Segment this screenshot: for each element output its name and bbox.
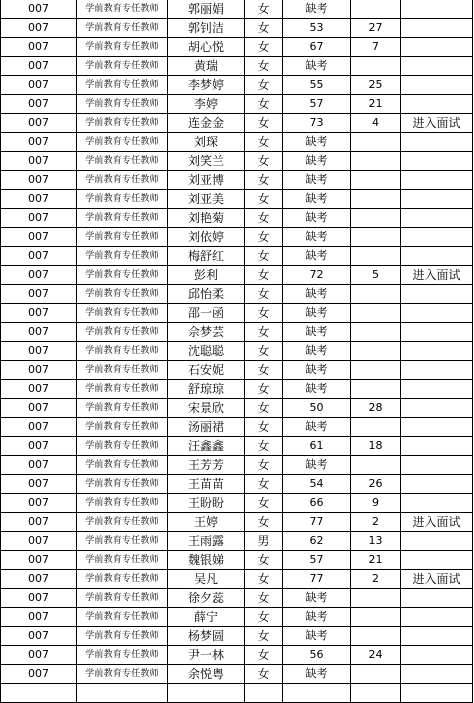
job-title-cell: 学前教育专任教师 bbox=[77, 342, 168, 361]
gender-cell: 女 bbox=[245, 133, 283, 152]
table-row bbox=[1, 513, 473, 532]
score-cell: 缺考 bbox=[283, 57, 351, 76]
rank-cell bbox=[351, 361, 401, 380]
remark-cell: 进入面试 bbox=[401, 114, 473, 133]
position-code-cell: 007 bbox=[1, 532, 77, 551]
score-cell: 缺考 bbox=[283, 589, 351, 608]
gender-cell: 女 bbox=[245, 38, 283, 57]
position-code-cell bbox=[1, 684, 77, 703]
table-row bbox=[1, 437, 473, 456]
job-title-cell: 学前教育专任教师 bbox=[77, 475, 168, 494]
rank-cell bbox=[351, 684, 401, 703]
table-row bbox=[1, 247, 473, 266]
gender-cell: 女 bbox=[245, 19, 283, 38]
score-cell bbox=[283, 684, 351, 703]
remark-cell: 进入面试 bbox=[401, 266, 473, 285]
position-code-cell: 007 bbox=[1, 627, 77, 646]
score-cell: 缺考 bbox=[283, 209, 351, 228]
job-title-cell: 学前教育专任教师 bbox=[77, 437, 168, 456]
job-title-cell: 学前教育专任教师 bbox=[77, 646, 168, 665]
rank-cell: 27 bbox=[351, 19, 401, 38]
score-cell: 缺考 bbox=[283, 133, 351, 152]
candidate-name-cell: 胡心悦 bbox=[168, 38, 245, 57]
job-title-cell: 学前教育专任教师 bbox=[77, 95, 168, 114]
job-title-cell: 学前教育专任教师 bbox=[77, 171, 168, 190]
gender-cell: 女 bbox=[245, 57, 283, 76]
candidate-name-cell: 王芳芳 bbox=[168, 456, 245, 475]
remark-cell bbox=[401, 152, 473, 171]
remark-cell bbox=[401, 38, 473, 57]
position-code-cell: 007 bbox=[1, 228, 77, 247]
gender-cell: 女 bbox=[245, 171, 283, 190]
remark-cell bbox=[401, 494, 473, 513]
position-code-cell: 007 bbox=[1, 38, 77, 57]
table-row bbox=[1, 646, 473, 665]
rank-cell: 13 bbox=[351, 532, 401, 551]
rank-cell: 4 bbox=[351, 114, 401, 133]
score-cell: 缺考 bbox=[283, 456, 351, 475]
gender-cell: 女 bbox=[245, 304, 283, 323]
score-cell: 77 bbox=[283, 570, 351, 589]
gender-cell: 女 bbox=[245, 456, 283, 475]
job-title-cell: 学前教育专任教师 bbox=[77, 266, 168, 285]
remark-cell bbox=[401, 418, 473, 437]
rank-cell: 25 bbox=[351, 76, 401, 95]
candidate-name-cell: 佘梦芸 bbox=[168, 323, 245, 342]
job-title-cell: 学前教育专任教师 bbox=[77, 589, 168, 608]
position-code-cell: 007 bbox=[1, 114, 77, 133]
rank-cell: 2 bbox=[351, 513, 401, 532]
remark-cell bbox=[401, 285, 473, 304]
position-code-cell: 007 bbox=[1, 513, 77, 532]
rank-cell: 26 bbox=[351, 475, 401, 494]
job-title-cell: 学前教育专任教师 bbox=[77, 380, 168, 399]
candidate-name-cell: 沈聪聪 bbox=[168, 342, 245, 361]
position-code-cell: 007 bbox=[1, 361, 77, 380]
remark-cell bbox=[401, 399, 473, 418]
table-row bbox=[1, 76, 473, 95]
gender-cell: 女 bbox=[245, 266, 283, 285]
candidate-name-cell: 刘艳菊 bbox=[168, 209, 245, 228]
position-code-cell: 007 bbox=[1, 95, 77, 114]
job-title-cell bbox=[77, 684, 168, 703]
score-cell: 缺考 bbox=[283, 285, 351, 304]
candidate-name-cell: 王婷 bbox=[168, 513, 245, 532]
score-cell: 缺考 bbox=[283, 152, 351, 171]
job-title-cell: 学前教育专任教师 bbox=[77, 209, 168, 228]
score-cell: 62 bbox=[283, 532, 351, 551]
job-title-cell: 学前教育专任教师 bbox=[77, 551, 168, 570]
score-cell: 缺考 bbox=[283, 342, 351, 361]
table-row bbox=[1, 456, 473, 475]
score-cell: 50 bbox=[283, 399, 351, 418]
job-title-cell: 学前教育专任教师 bbox=[77, 76, 168, 95]
candidate-name-cell: 王雨露 bbox=[168, 532, 245, 551]
remark-cell: 进入面试 bbox=[401, 513, 473, 532]
remark-cell bbox=[401, 608, 473, 627]
gender-cell: 女 bbox=[245, 627, 283, 646]
position-code-cell: 007 bbox=[1, 133, 77, 152]
score-cell: 缺考 bbox=[283, 323, 351, 342]
job-title-cell: 学前教育专任教师 bbox=[77, 570, 168, 589]
position-code-cell: 007 bbox=[1, 285, 77, 304]
table-row bbox=[1, 532, 473, 551]
job-title-cell: 学前教育专任教师 bbox=[77, 608, 168, 627]
gender-cell: 女 bbox=[245, 76, 283, 95]
rank-cell bbox=[351, 152, 401, 171]
rank-cell bbox=[351, 209, 401, 228]
table-row bbox=[1, 95, 473, 114]
candidate-name-cell: 李梦婷 bbox=[168, 76, 245, 95]
position-code-cell: 007 bbox=[1, 646, 77, 665]
candidate-name-cell: 魏银娣 bbox=[168, 551, 245, 570]
table-row bbox=[1, 342, 473, 361]
candidate-name-cell: 尹一林 bbox=[168, 646, 245, 665]
gender-cell: 女 bbox=[245, 323, 283, 342]
gender-cell: 女 bbox=[245, 399, 283, 418]
gender-cell: 女 bbox=[245, 228, 283, 247]
rank-cell bbox=[351, 228, 401, 247]
remark-cell bbox=[401, 209, 473, 228]
table-row bbox=[1, 665, 473, 684]
table-row bbox=[1, 361, 473, 380]
table-row bbox=[1, 380, 473, 399]
table-row bbox=[1, 323, 473, 342]
score-cell: 56 bbox=[283, 646, 351, 665]
candidate-name-cell: 汤丽裙 bbox=[168, 418, 245, 437]
job-title-cell: 学前教育专任教师 bbox=[77, 665, 168, 684]
candidate-name-cell: 彭利 bbox=[168, 266, 245, 285]
gender-cell: 女 bbox=[245, 247, 283, 266]
table-row bbox=[1, 171, 473, 190]
candidate-name-cell: 王盼盼 bbox=[168, 494, 245, 513]
table-row bbox=[1, 38, 473, 57]
remark-cell bbox=[401, 532, 473, 551]
table-row bbox=[1, 152, 473, 171]
gender-cell: 女 bbox=[245, 475, 283, 494]
results-table-body bbox=[1, 0, 473, 703]
score-cell: 57 bbox=[283, 95, 351, 114]
score-cell: 缺考 bbox=[283, 304, 351, 323]
score-cell: 缺考 bbox=[283, 380, 351, 399]
table-row bbox=[1, 285, 473, 304]
position-code-cell: 007 bbox=[1, 323, 77, 342]
gender-cell: 女 bbox=[245, 114, 283, 133]
remark-cell bbox=[401, 627, 473, 646]
candidate-name-cell: 梅舒红 bbox=[168, 247, 245, 266]
gender-cell: 女 bbox=[245, 665, 283, 684]
position-code-cell: 007 bbox=[1, 247, 77, 266]
candidate-name-cell: 郭钊洁 bbox=[168, 19, 245, 38]
position-code-cell: 007 bbox=[1, 152, 77, 171]
gender-cell: 女 bbox=[245, 190, 283, 209]
table-row bbox=[1, 627, 473, 646]
remark-cell bbox=[401, 456, 473, 475]
candidate-name-cell: 刘依婷 bbox=[168, 228, 245, 247]
remark-cell bbox=[401, 95, 473, 114]
candidate-name-cell: 邵一函 bbox=[168, 304, 245, 323]
gender-cell: 女 bbox=[245, 608, 283, 627]
gender-cell: 女 bbox=[245, 589, 283, 608]
job-title-cell: 学前教育专任教师 bbox=[77, 304, 168, 323]
position-code-cell: 007 bbox=[1, 494, 77, 513]
table-row bbox=[1, 399, 473, 418]
table-row bbox=[1, 133, 473, 152]
rank-cell: 7 bbox=[351, 38, 401, 57]
remark-cell bbox=[401, 646, 473, 665]
position-code-cell: 007 bbox=[1, 570, 77, 589]
remark-cell bbox=[401, 190, 473, 209]
table-row bbox=[1, 494, 473, 513]
position-code-cell: 007 bbox=[1, 304, 77, 323]
remark-cell bbox=[401, 475, 473, 494]
score-cell: 缺考 bbox=[283, 418, 351, 437]
remark-cell bbox=[401, 437, 473, 456]
gender-cell: 女 bbox=[245, 437, 283, 456]
job-title-cell: 学前教育专任教师 bbox=[77, 133, 168, 152]
gender-cell: 女 bbox=[245, 361, 283, 380]
position-code-cell: 007 bbox=[1, 456, 77, 475]
gender-cell: 女 bbox=[245, 380, 283, 399]
rank-cell: 21 bbox=[351, 551, 401, 570]
position-code-cell: 007 bbox=[1, 19, 77, 38]
gender-cell: 女 bbox=[245, 0, 283, 19]
gender-cell: 女 bbox=[245, 285, 283, 304]
gender-cell: 女 bbox=[245, 152, 283, 171]
rank-cell bbox=[351, 665, 401, 684]
position-code-cell: 007 bbox=[1, 0, 77, 19]
job-title-cell: 学前教育专任教师 bbox=[77, 494, 168, 513]
job-title-cell: 学前教育专任教师 bbox=[77, 627, 168, 646]
rank-cell bbox=[351, 418, 401, 437]
candidate-name-cell: 刘亚博 bbox=[168, 171, 245, 190]
remark-cell bbox=[401, 171, 473, 190]
job-title-cell: 学前教育专任教师 bbox=[77, 513, 168, 532]
job-title-cell: 学前教育专任教师 bbox=[77, 114, 168, 133]
rank-cell bbox=[351, 57, 401, 76]
candidate-name-cell: 刘琛 bbox=[168, 133, 245, 152]
candidate-name-cell: 吴凡 bbox=[168, 570, 245, 589]
position-code-cell: 007 bbox=[1, 437, 77, 456]
position-code-cell: 007 bbox=[1, 665, 77, 684]
candidate-name-cell: 王苗苗 bbox=[168, 475, 245, 494]
rank-cell: 18 bbox=[351, 437, 401, 456]
table-row bbox=[1, 209, 473, 228]
remark-cell bbox=[401, 304, 473, 323]
table-row bbox=[1, 608, 473, 627]
candidate-name-cell: 薛宁 bbox=[168, 608, 245, 627]
job-title-cell: 学前教育专任教师 bbox=[77, 361, 168, 380]
table-row bbox=[1, 589, 473, 608]
candidate-name-cell: 郭丽娟 bbox=[168, 0, 245, 19]
job-title-cell: 学前教育专任教师 bbox=[77, 190, 168, 209]
position-code-cell: 007 bbox=[1, 342, 77, 361]
job-title-cell: 学前教育专任教师 bbox=[77, 532, 168, 551]
remark-cell bbox=[401, 665, 473, 684]
remark-cell bbox=[401, 380, 473, 399]
table-row bbox=[1, 570, 473, 589]
rank-cell: 9 bbox=[351, 494, 401, 513]
position-code-cell: 007 bbox=[1, 380, 77, 399]
gender-cell: 男 bbox=[245, 532, 283, 551]
position-code-cell: 007 bbox=[1, 209, 77, 228]
position-code-cell: 007 bbox=[1, 589, 77, 608]
position-code-cell: 007 bbox=[1, 418, 77, 437]
candidate-name-cell: 李婷 bbox=[168, 95, 245, 114]
job-title-cell: 学前教育专任教师 bbox=[77, 19, 168, 38]
score-cell: 53 bbox=[283, 19, 351, 38]
job-title-cell: 学前教育专任教师 bbox=[77, 152, 168, 171]
position-code-cell: 007 bbox=[1, 399, 77, 418]
job-title-cell: 学前教育专任教师 bbox=[77, 285, 168, 304]
gender-cell: 女 bbox=[245, 646, 283, 665]
candidate-name-cell: 汪鑫鑫 bbox=[168, 437, 245, 456]
remark-cell: 进入面试 bbox=[401, 570, 473, 589]
job-title-cell: 学前教育专任教师 bbox=[77, 57, 168, 76]
gender-cell: 女 bbox=[245, 494, 283, 513]
rank-cell bbox=[351, 342, 401, 361]
score-cell: 缺考 bbox=[283, 361, 351, 380]
score-cell: 61 bbox=[283, 437, 351, 456]
gender-cell: 女 bbox=[245, 513, 283, 532]
remark-cell bbox=[401, 684, 473, 703]
table-row bbox=[1, 114, 473, 133]
score-cell: 缺考 bbox=[283, 608, 351, 627]
score-cell: 缺考 bbox=[283, 171, 351, 190]
candidate-name-cell: 石安妮 bbox=[168, 361, 245, 380]
rank-cell bbox=[351, 190, 401, 209]
remark-cell bbox=[401, 589, 473, 608]
remark-cell bbox=[401, 551, 473, 570]
candidate-name-cell: 刘亚美 bbox=[168, 190, 245, 209]
rank-cell: 5 bbox=[351, 266, 401, 285]
candidate-name-cell: 舒琼琼 bbox=[168, 380, 245, 399]
score-cell: 54 bbox=[283, 475, 351, 494]
gender-cell bbox=[245, 684, 283, 703]
table-row bbox=[1, 57, 473, 76]
table-row bbox=[1, 418, 473, 437]
score-cell: 72 bbox=[283, 266, 351, 285]
candidate-name-cell: 宋景欣 bbox=[168, 399, 245, 418]
position-code-cell: 007 bbox=[1, 171, 77, 190]
score-cell: 缺考 bbox=[283, 228, 351, 247]
candidate-name-cell: 刘笑兰 bbox=[168, 152, 245, 171]
rank-cell bbox=[351, 133, 401, 152]
remark-cell bbox=[401, 323, 473, 342]
rank-cell: 24 bbox=[351, 646, 401, 665]
gender-cell: 女 bbox=[245, 570, 283, 589]
remark-cell bbox=[401, 0, 473, 19]
table-row bbox=[1, 551, 473, 570]
rank-cell bbox=[351, 608, 401, 627]
gender-cell: 女 bbox=[245, 95, 283, 114]
position-code-cell: 007 bbox=[1, 57, 77, 76]
remark-cell bbox=[401, 361, 473, 380]
rank-cell bbox=[351, 589, 401, 608]
rank-cell bbox=[351, 323, 401, 342]
table-row bbox=[1, 0, 473, 19]
score-cell: 67 bbox=[283, 38, 351, 57]
position-code-cell: 007 bbox=[1, 190, 77, 209]
rank-cell bbox=[351, 627, 401, 646]
remark-cell bbox=[401, 76, 473, 95]
job-title-cell: 学前教育专任教师 bbox=[77, 228, 168, 247]
score-cell: 缺考 bbox=[283, 247, 351, 266]
gender-cell: 女 bbox=[245, 209, 283, 228]
remark-cell bbox=[401, 133, 473, 152]
candidate-name-cell bbox=[168, 684, 245, 703]
candidate-name-cell: 黄瑞 bbox=[168, 57, 245, 76]
position-code-cell: 007 bbox=[1, 475, 77, 494]
position-code-cell: 007 bbox=[1, 551, 77, 570]
rank-cell bbox=[351, 285, 401, 304]
gender-cell: 女 bbox=[245, 418, 283, 437]
candidate-name-cell: 徐夕蕊 bbox=[168, 589, 245, 608]
remark-cell bbox=[401, 228, 473, 247]
rank-cell: 2 bbox=[351, 570, 401, 589]
remark-cell bbox=[401, 247, 473, 266]
table-row bbox=[1, 475, 473, 494]
job-title-cell: 学前教育专任教师 bbox=[77, 247, 168, 266]
rank-cell bbox=[351, 380, 401, 399]
remark-cell bbox=[401, 57, 473, 76]
table-row bbox=[1, 266, 473, 285]
candidate-name-cell: 余悦粤 bbox=[168, 665, 245, 684]
rank-cell bbox=[351, 171, 401, 190]
gender-cell: 女 bbox=[245, 342, 283, 361]
job-title-cell: 学前教育专任教师 bbox=[77, 399, 168, 418]
table-row bbox=[1, 190, 473, 209]
score-cell: 缺考 bbox=[283, 627, 351, 646]
job-title-cell: 学前教育专任教师 bbox=[77, 456, 168, 475]
remark-cell bbox=[401, 19, 473, 38]
rank-cell bbox=[351, 456, 401, 475]
score-cell: 缺考 bbox=[283, 0, 351, 19]
rank-cell bbox=[351, 0, 401, 19]
table-row bbox=[1, 684, 473, 703]
score-cell: 缺考 bbox=[283, 190, 351, 209]
position-code-cell: 007 bbox=[1, 608, 77, 627]
rank-cell: 28 bbox=[351, 399, 401, 418]
score-cell: 缺考 bbox=[283, 665, 351, 684]
job-title-cell: 学前教育专任教师 bbox=[77, 323, 168, 342]
job-title-cell: 学前教育专任教师 bbox=[77, 0, 168, 19]
table-row bbox=[1, 19, 473, 38]
position-code-cell: 007 bbox=[1, 266, 77, 285]
score-cell: 55 bbox=[283, 76, 351, 95]
candidate-name-cell: 邱怡柔 bbox=[168, 285, 245, 304]
table-row bbox=[1, 228, 473, 247]
job-title-cell: 学前教育专任教师 bbox=[77, 418, 168, 437]
score-cell: 73 bbox=[283, 114, 351, 133]
rank-cell bbox=[351, 304, 401, 323]
candidate-name-cell: 杨梦圆 bbox=[168, 627, 245, 646]
position-code-cell: 007 bbox=[1, 76, 77, 95]
job-title-cell: 学前教育专任教师 bbox=[77, 38, 168, 57]
gender-cell: 女 bbox=[245, 551, 283, 570]
remark-cell bbox=[401, 342, 473, 361]
candidate-name-cell: 连金金 bbox=[168, 114, 245, 133]
score-cell: 77 bbox=[283, 513, 351, 532]
score-cell: 66 bbox=[283, 494, 351, 513]
rank-cell bbox=[351, 247, 401, 266]
score-cell: 57 bbox=[283, 551, 351, 570]
rank-cell: 21 bbox=[351, 95, 401, 114]
table-row bbox=[1, 304, 473, 323]
